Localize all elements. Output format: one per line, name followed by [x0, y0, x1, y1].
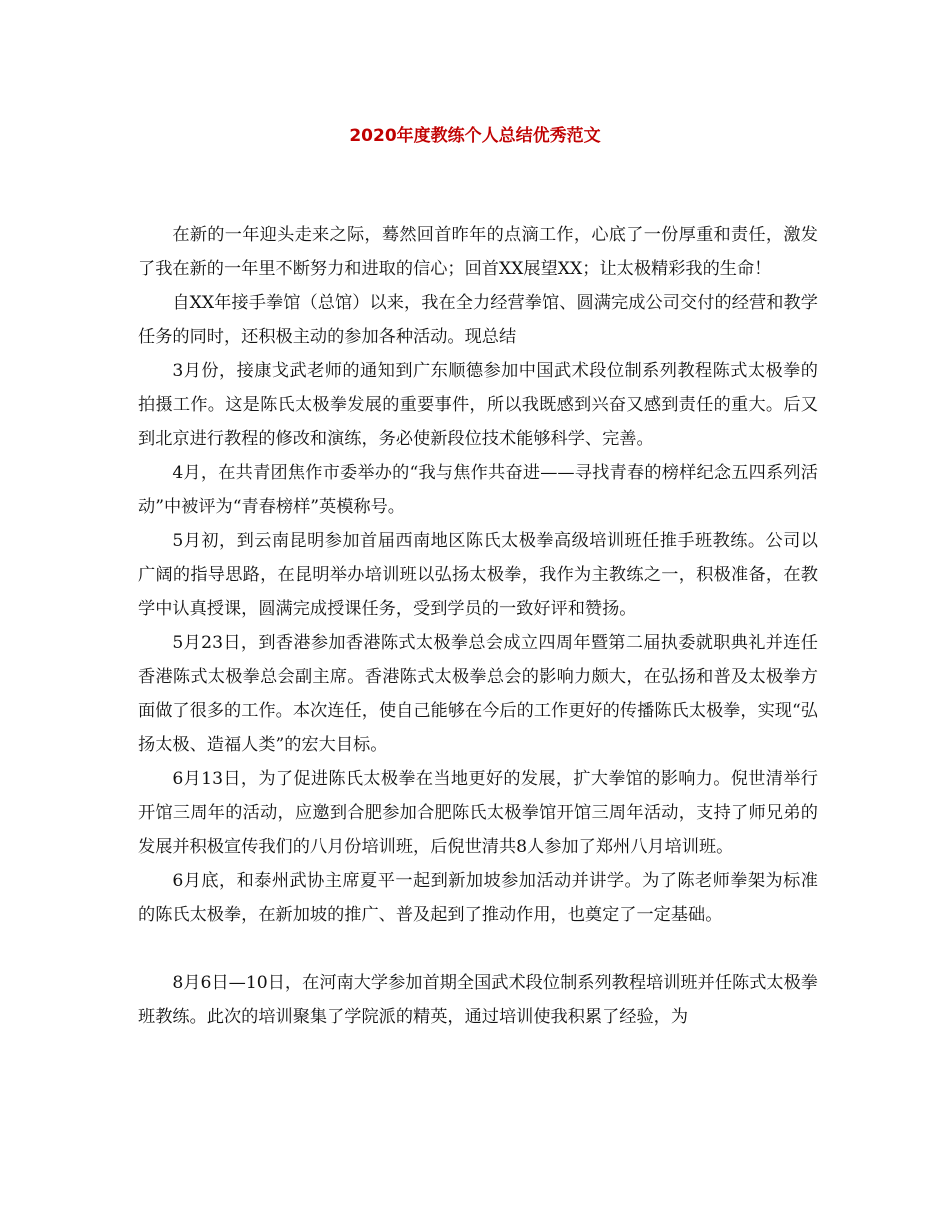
paragraph-summary-start: 自XX年接手拳馆（总馆）以来，我在全力经营拳馆、圆满完成公司交付的经营和教学任务的同时，还积极主动的参加各种活动。现总结 [138, 293, 818, 347]
paragraph-intro: 在新的一年迎头走来之际，蓦然回首昨年的点滴工作，心底了一份厚重和责任，激发了我在新的一年里不断努力和进取的信心；回首XX展望XX；让太极精彩我的生命！ [138, 225, 818, 279]
paragraph-june-end: 6月底，和泰州武协主席夏平一起到新加坡参加活动并讲学。为了陈老师拳架为标准的陈氏太极拳，在新加坡的推广、普及起到了推动作用，也奠定了一定基础。 [138, 871, 818, 925]
paragraph-august: 8月6日—10日，在河南大学参加首期全国武术段位制系列教程培训班并任陈式太极拳班教练。此次的培训聚集了学院派的精英，通过培训使我积累了经验，为 [138, 973, 818, 1027]
paragraph-gap [138, 932, 818, 966]
paragraph-may-23: 5月23日，到香港参加香港陈式太极拳总会成立四周年暨第二届执委就职典礼并连任香港陈式太极拳总会副主席。香港陈式太极拳总会的影响力颇大，在弘扬和普及太极拳方面做了很多的工作。本次连任，使自己能够在今后的工作更好的传播陈氏太极拳，实现“弘扬太极、造福人类”的宏大目标。 [138, 633, 818, 755]
document-body [138, 218, 818, 1034]
paragraph-march: 3月份，接康戈武老师的通知到广东顺德参加中国武术段位制系列教程陈式太极拳的拍摄工作。这是陈氏太极拳发展的重要事件，所以我既感到兴奋又感到责任的重大。后又到北京进行教程的修改和演练，务必使新段位技术能够科学、完善。 [138, 361, 818, 449]
paragraph-may-early: 5月初，到云南昆明参加首届西南地区陈氏太极拳高级培训班任推手班教练。公司以广阔的指导思路，在昆明举办培训班以弘扬太极拳，我作为主教练之一，积极准备，在教学中认真授课，圆满完成授课任务，受到学员的一致好评和赞扬。 [138, 531, 818, 619]
paragraph-april: 4月，在共青团焦作市委举办的“我与焦作共奋进——寻找青春的榜样纪念五四系列活动”中被评为“青春榜样”英模称号。 [138, 463, 818, 517]
document-title: 2020年度教练个人总结优秀范文 [349, 126, 601, 146]
paragraph-june-13: 6月13日，为了促进陈氏太极拳在当地更好的发展，扩大拳馆的影响力。倪世清举行开馆三周年的活动，应邀到合肥参加合肥陈氏太极拳馆开馆三周年活动，支持了师兄弟的发展并积极宣传我们的八月份培训班，后倪世清共8人参加了郑州八月培训班。 [138, 769, 818, 857]
